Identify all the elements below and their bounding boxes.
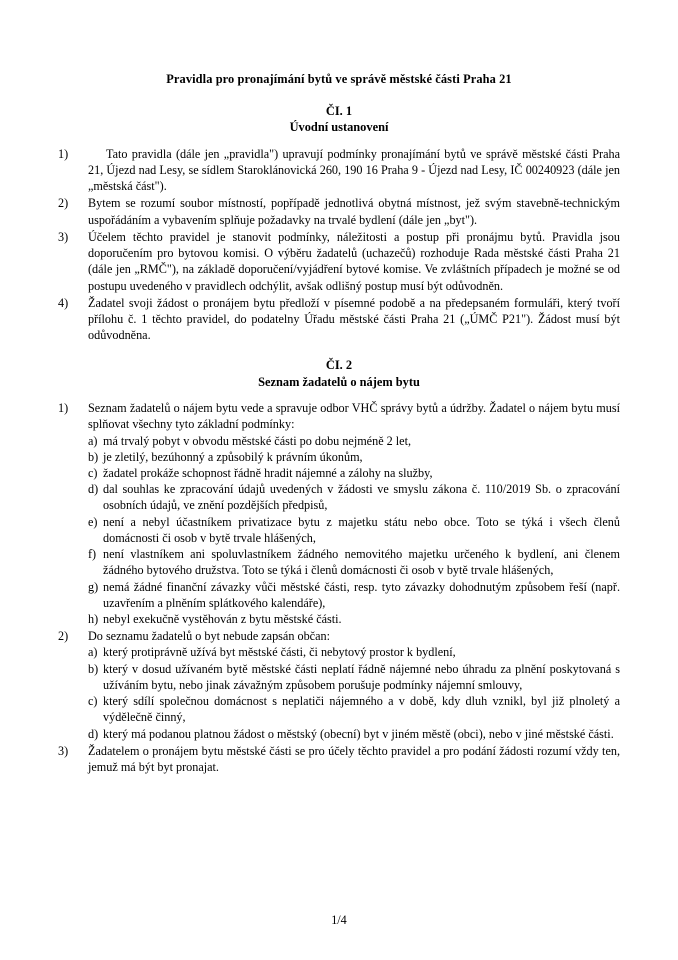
item-number: 3) <box>58 229 69 244</box>
sub-item-text: který má podanou platnou žádost o městský (obecní) byt v jiném městě (obci), nebo v jiné městské části. <box>103 726 614 741</box>
list-item <box>58 400 620 627</box>
sub-list <box>88 433 620 628</box>
item-paragraph: Žadatel svoji žádost o pronájem bytu předloží v písemné podobě a na předepsaném formuláři, který tvoří přílohu č. 1 těchto pravidel, do podatelny Úřadu městské části Praha 21 („ÚMČ P21"). Žádost musí být odůvodněna. <box>88 295 620 343</box>
item-body <box>88 628 620 742</box>
sub-item-letter: d) <box>88 482 99 497</box>
item-paragraph: Žadatelem o pronájem bytu městské části se pro účely těchto pravidel a pro podání žádosti rozumí vždy ten, jemuž má být byt pronajat. <box>88 743 620 774</box>
sub-item-letter: b) <box>88 449 99 464</box>
item-number: 2) <box>58 196 69 211</box>
page-title: Pravidla pro pronajímání bytů ve správě městské části Praha 21 <box>166 72 512 86</box>
sub-list-item <box>88 726 620 742</box>
sub-item-text: nemá žádné finanční závazky vůči městské části, resp. tyto závazky dohodnutým způsobem řeší (např. uzavřením a plněním splátkového kalendáře), <box>103 579 620 610</box>
sub-item-letter: g) <box>88 579 99 594</box>
section-number-1: ČI. 1 <box>325 104 353 118</box>
sub-item-text: dal souhlas ke zpracování údajů uvedených v žádosti ve smyslu zákona č. 110/2019 Sb. o zpracování osobních údajů, ve znění pozdějších předpisů, <box>103 482 620 513</box>
sub-item-text: není vlastníkem ani spoluvlastníkem žádného nemovitého majetku určeného k bydlení, ani členem žádného bytového družstva. Toto se týká i členů domácnosti či osob v bytě trvale hlášených, <box>103 547 620 578</box>
list-item <box>58 295 620 344</box>
item-paragraph: Seznam žadatelů o nájem bytu vede a spravuje odbor VHČ správy bytů a údržby. Žadatel o nájem bytu musí splňovat všechny tyto základní podmínky: <box>88 401 620 432</box>
item-number: 4) <box>58 295 69 310</box>
page-number: 1/4 <box>331 913 347 927</box>
list-item <box>58 743 620 775</box>
section-subtitle-2: Seznam žadatelů o nájem bytu <box>258 374 420 389</box>
list-item <box>58 146 620 195</box>
sub-list-item <box>88 644 620 660</box>
item-number: 1) <box>58 401 69 416</box>
sub-item-text: který v dosud užívaném bytě městské části neplatí řádně nájemné nebo úhradu za plnění poskytovaná s užíváním bytu, nebo jinak závažným způsobem porušuje podmínky nájemní smlouvy, <box>103 661 620 692</box>
list-item <box>58 628 620 742</box>
item-body <box>88 400 620 627</box>
sub-item-text: je zletilý, bezúhonný a způsobilý k právním úkonům, <box>103 449 363 464</box>
sub-item-text: má trvalý pobyt v obvodu městské části po dobu nejméně 2 let, <box>103 433 412 448</box>
section-2-items <box>58 400 620 775</box>
sub-item-letter: b) <box>88 661 99 676</box>
sub-item-text: který sdílí společnou domácnost s neplatiči nájemného a v době, kdy dluh vznikl, byl již plnoletý a výdělečně činný, <box>103 694 620 725</box>
sub-list-item <box>88 481 620 513</box>
item-paragraph: Do seznamu žadatelů o byt nebude zapsán občan: <box>88 629 330 644</box>
sub-item-letter: c) <box>88 466 98 480</box>
sub-item-text: který protiprávně užívá byt městské části, či nebytový prostor k bydlení, <box>103 645 456 660</box>
section-subtitle-1: Úvodní ustanovení <box>289 120 389 135</box>
item-body <box>88 295 620 344</box>
sub-list-item <box>88 514 620 546</box>
list-item <box>58 195 620 227</box>
sub-item-text: nebyl exekučně vystěhován z bytu městské části. <box>103 611 342 626</box>
item-paragraph: Účelem těchto pravidel je stanovit podmínky, náležitosti a postup při pronájmu bytů. Pravidla jsou doporučením pro bytovou komisi. O výběru žadatelů (uchazečů) rozhoduje Rada městské části Praha 21 (dále jen „RMČ"), na základě doporučení/vyjádření bytové komise. Ve zvláštních případech je možné se od postupu uvedeného v pravidlech odchýlit, avšak odlišný postup musí být odůvodněn. <box>88 229 620 293</box>
item-number: 2) <box>58 629 69 644</box>
sub-item-letter: e) <box>88 514 98 529</box>
item-number: 3) <box>58 743 69 758</box>
sub-list-item <box>88 465 620 481</box>
section-1-items <box>58 146 620 344</box>
sub-item-letter: h) <box>88 611 99 626</box>
sub-list-item <box>88 611 620 627</box>
list-item <box>58 229 620 294</box>
item-number: 1) <box>58 146 69 161</box>
sub-list-item <box>88 661 620 693</box>
sub-item-text: žadatel prokáže schopnost řádně hradit nájemné a zálohy na služby, <box>103 466 433 480</box>
sub-list-item <box>88 449 620 465</box>
sub-item-letter: d) <box>88 726 99 741</box>
item-paragraph: Bytem se rozumí soubor místností, popřípadě jednotlivá obytná místnost, jež svým stavebně-technickým uspořádáním a vybavením splňuje požadavky na trvalé bydlení (dále jen „byt"). <box>88 196 620 227</box>
item-body <box>88 146 620 195</box>
sub-list-item <box>88 693 620 725</box>
sub-item-letter: a) <box>88 645 98 660</box>
sub-list-item <box>88 579 620 611</box>
sub-list-item <box>88 546 620 578</box>
item-paragraph: Tato pravidla (dále jen „pravidla") upravují podmínky pronajímání bytů ve správě městské části Praha 21, Újezd nad Lesy, se sídlem Staroklánovická 260, 190 16 Praha 9 - Újezd nad Lesy, IČ 00240923 (dále jen „městská část"). <box>88 146 620 194</box>
sub-item-letter: a) <box>88 433 98 448</box>
item-body <box>88 743 620 775</box>
sub-list-item <box>88 433 620 449</box>
section-heading-2 <box>58 357 620 390</box>
sub-item-letter: c) <box>88 694 98 709</box>
sub-item-letter: f) <box>88 547 97 562</box>
sub-list <box>88 644 620 741</box>
item-body <box>88 195 620 227</box>
item-body <box>88 229 620 294</box>
section-heading-1 <box>58 103 620 136</box>
sub-item-text: není a nebyl účastníkem privatizace bytu z majetku státu nebo obce. Toto se týká i všech členů domácnosti či osob v bytě trvale hlášených, <box>103 514 620 545</box>
section-number-2: ČI. 2 <box>325 358 353 373</box>
